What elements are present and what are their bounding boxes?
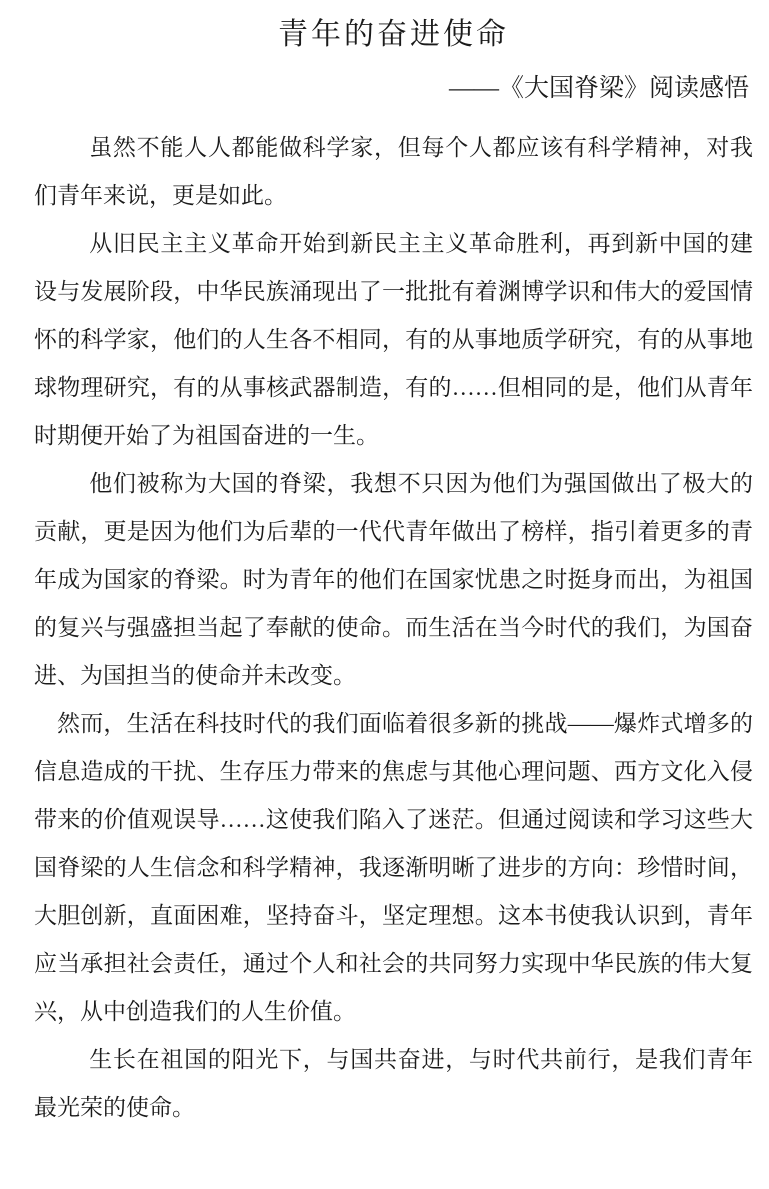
document-title: 青年的奋进使命	[278, 18, 509, 51]
body-paragraph-3: 他们被称为大国的脊梁，我想不只因为他们为强国做出了极大的贡献，更是因为他们为后辈的一代代青年做出了榜样，指引着更多的青年成为国家的脊梁。时为青年的他们在国家忧患之时挺身而出，为祖国的复兴与强盛担当起了奉献的使命。而生活在当今时代的我们，为国奋进、为国担当的使命并未改变。	[34, 471, 753, 688]
body-paragraph-5: 生长在祖国的阳光下，与国共奋进，与时代共前行，是我们青年最光荣的使命。	[34, 1047, 753, 1120]
body-paragraph-2: 从旧民主主义革命开始到新民主主义革命胜利，再到新中国的建设与发展阶段，中华民族涌现出了一批批有着渊博学识和伟大的爱国情怀的科学家，他们的人生各不相同，有的从事地质学研究，有的从事地球物理研究，有的从事核武器制造，有的……但相同的是，他们从青年时期便开始了为祖国奋进的一生。	[34, 231, 753, 448]
document-body	[34, 124, 753, 1132]
body-paragraph-4: 然而，生活在科技时代的我们面临着很多新的挑战——爆炸式增多的信息造成的干扰、生存压力带来的焦虑与其他心理问题、西方文化入侵带来的价值观误导……这使我们陷入了迷茫。但通过阅读和学习这些大国脊梁的人生信念和科学精神，我逐渐明晰了进步的方向：珍惜时间，大胆创新，直面困难，坚持奋斗，坚定理想。这本书使我认识到，青年应当承担社会责任，通过个人和社会的共同努力实现中华民族的伟大复兴，从中创造我们的人生价值。	[34, 711, 753, 1024]
body-paragraph-1: 虽然不能人人都能做科学家，但每个人都应该有科学精神，对我们青年来说，更是如此。	[34, 135, 753, 208]
document-subtitle: ——《大国脊梁》阅读感悟	[448, 75, 749, 102]
